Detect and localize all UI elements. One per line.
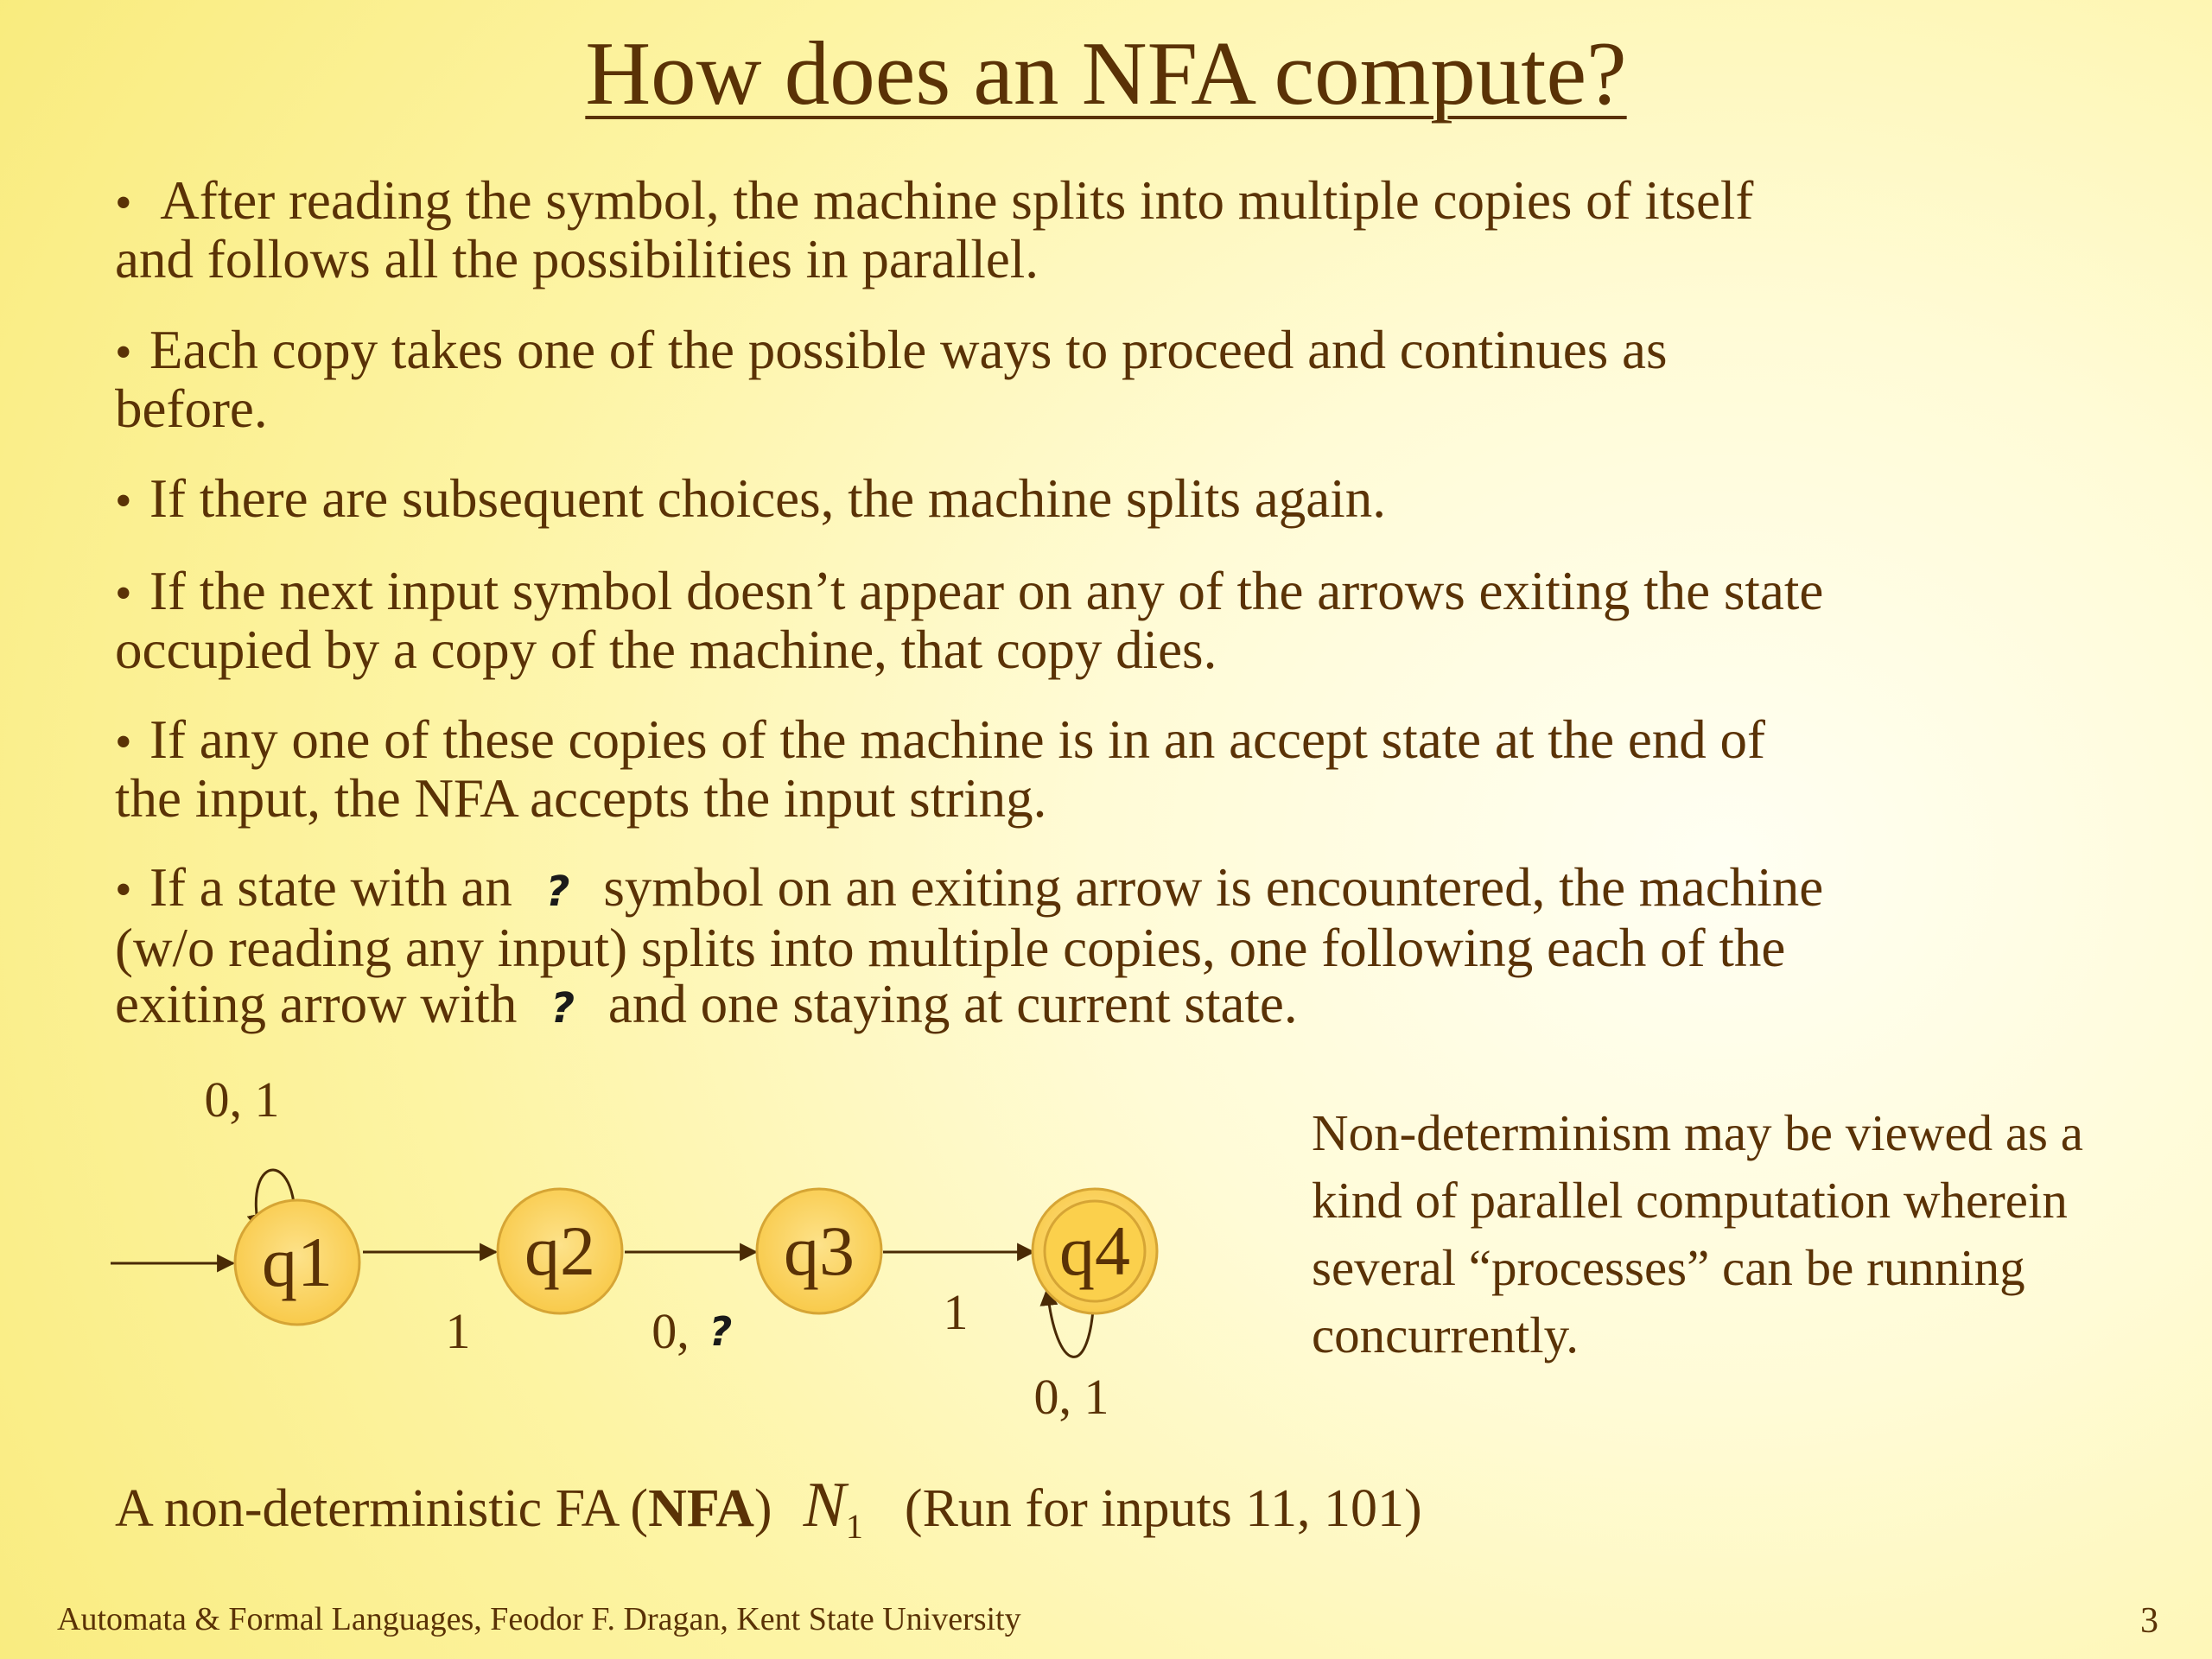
state-q3-label: q3 xyxy=(784,1211,855,1290)
bullet-text: (w/o reading any input) splits into multiple copies, one following each of the xyxy=(115,918,1786,978)
epsilon-glyph: ? xyxy=(545,868,570,916)
bullet-text: exiting arrow with xyxy=(115,974,518,1034)
state-q4-label: q4 xyxy=(1059,1211,1130,1290)
bullet-text: occupied by a copy of the machine, that copy dies. xyxy=(115,620,1217,680)
machine-name-letter: N xyxy=(803,1470,846,1541)
caption-prefix: A non-deterministic FA ( xyxy=(115,1479,649,1538)
state-q1-label: q1 xyxy=(262,1223,333,1301)
label-q1-q2: 1 xyxy=(445,1303,471,1359)
slide-title-text: How does an NFA compute? xyxy=(585,22,1627,124)
bullet-text: symbol on an exiting arrow is encountered, the machine xyxy=(603,857,1824,918)
state-q1 xyxy=(235,1200,359,1325)
bullet-text: before. xyxy=(115,378,268,439)
bullet-dot: • xyxy=(115,176,132,230)
bullet-text: Each copy takes one of the possible ways to proceed and continues as xyxy=(149,320,1668,380)
bullet-text: If a state with an xyxy=(149,857,512,918)
label-q3-q4: 1 xyxy=(943,1284,969,1340)
epsilon-glyph: ? xyxy=(709,1308,733,1355)
side-note: Non-determinism may be viewed as a kind of parallel computation wherein several “processes” can be running concurrently. xyxy=(1312,1104,2083,1363)
bullet-text: After reading the symbol, the machine splits into multiple copies of itself xyxy=(160,170,1754,231)
caption-suffix: ) xyxy=(753,1479,772,1538)
bullet-text: If any one of these copies of the machine is in an accept state at the end of xyxy=(149,709,1766,770)
page-number: 3 xyxy=(2140,1601,2158,1641)
bullet-dot: • xyxy=(115,474,132,528)
run-note: (Run for inputs 11, 101) xyxy=(904,1479,1422,1538)
bullet-dot: • xyxy=(115,715,132,769)
bullet-text: and follows all the possibilities in parallel. xyxy=(115,229,1039,289)
bullet-text: the input, the NFA accepts the input string. xyxy=(115,768,1047,829)
bullet-text: If the next input symbol doesn’t appear on any of the arrows exiting the state xyxy=(149,561,1824,621)
machine-name xyxy=(803,1470,863,1546)
bullet-text: If there are subsequent choices, the machine splits again. xyxy=(149,468,1386,529)
bullet-dot: • xyxy=(115,567,132,620)
bullet-dot: • xyxy=(115,326,132,379)
label-q2-q3: 0, xyxy=(652,1303,690,1359)
epsilon-glyph: ? xyxy=(550,984,575,1033)
machine-subscript: 1 xyxy=(845,1507,863,1546)
caption-bold: NFA xyxy=(648,1479,754,1538)
label-q1-self-loop: 0, 1 xyxy=(204,1071,280,1128)
bullet-text: and one staying at current state. xyxy=(607,974,1298,1034)
bullet-dot: • xyxy=(115,863,132,917)
state-q2 xyxy=(498,1189,622,1313)
label-q4-self-loop: 0, 1 xyxy=(1033,1369,1109,1425)
diagram-caption xyxy=(115,1471,1422,1561)
state-q3 xyxy=(757,1189,881,1313)
state-q4 xyxy=(1033,1189,1157,1313)
state-q2-label: q2 xyxy=(524,1211,595,1290)
footer-credit: Automata & Formal Languages, Feodor F. Dragan, Kent State University xyxy=(57,1601,1021,1637)
